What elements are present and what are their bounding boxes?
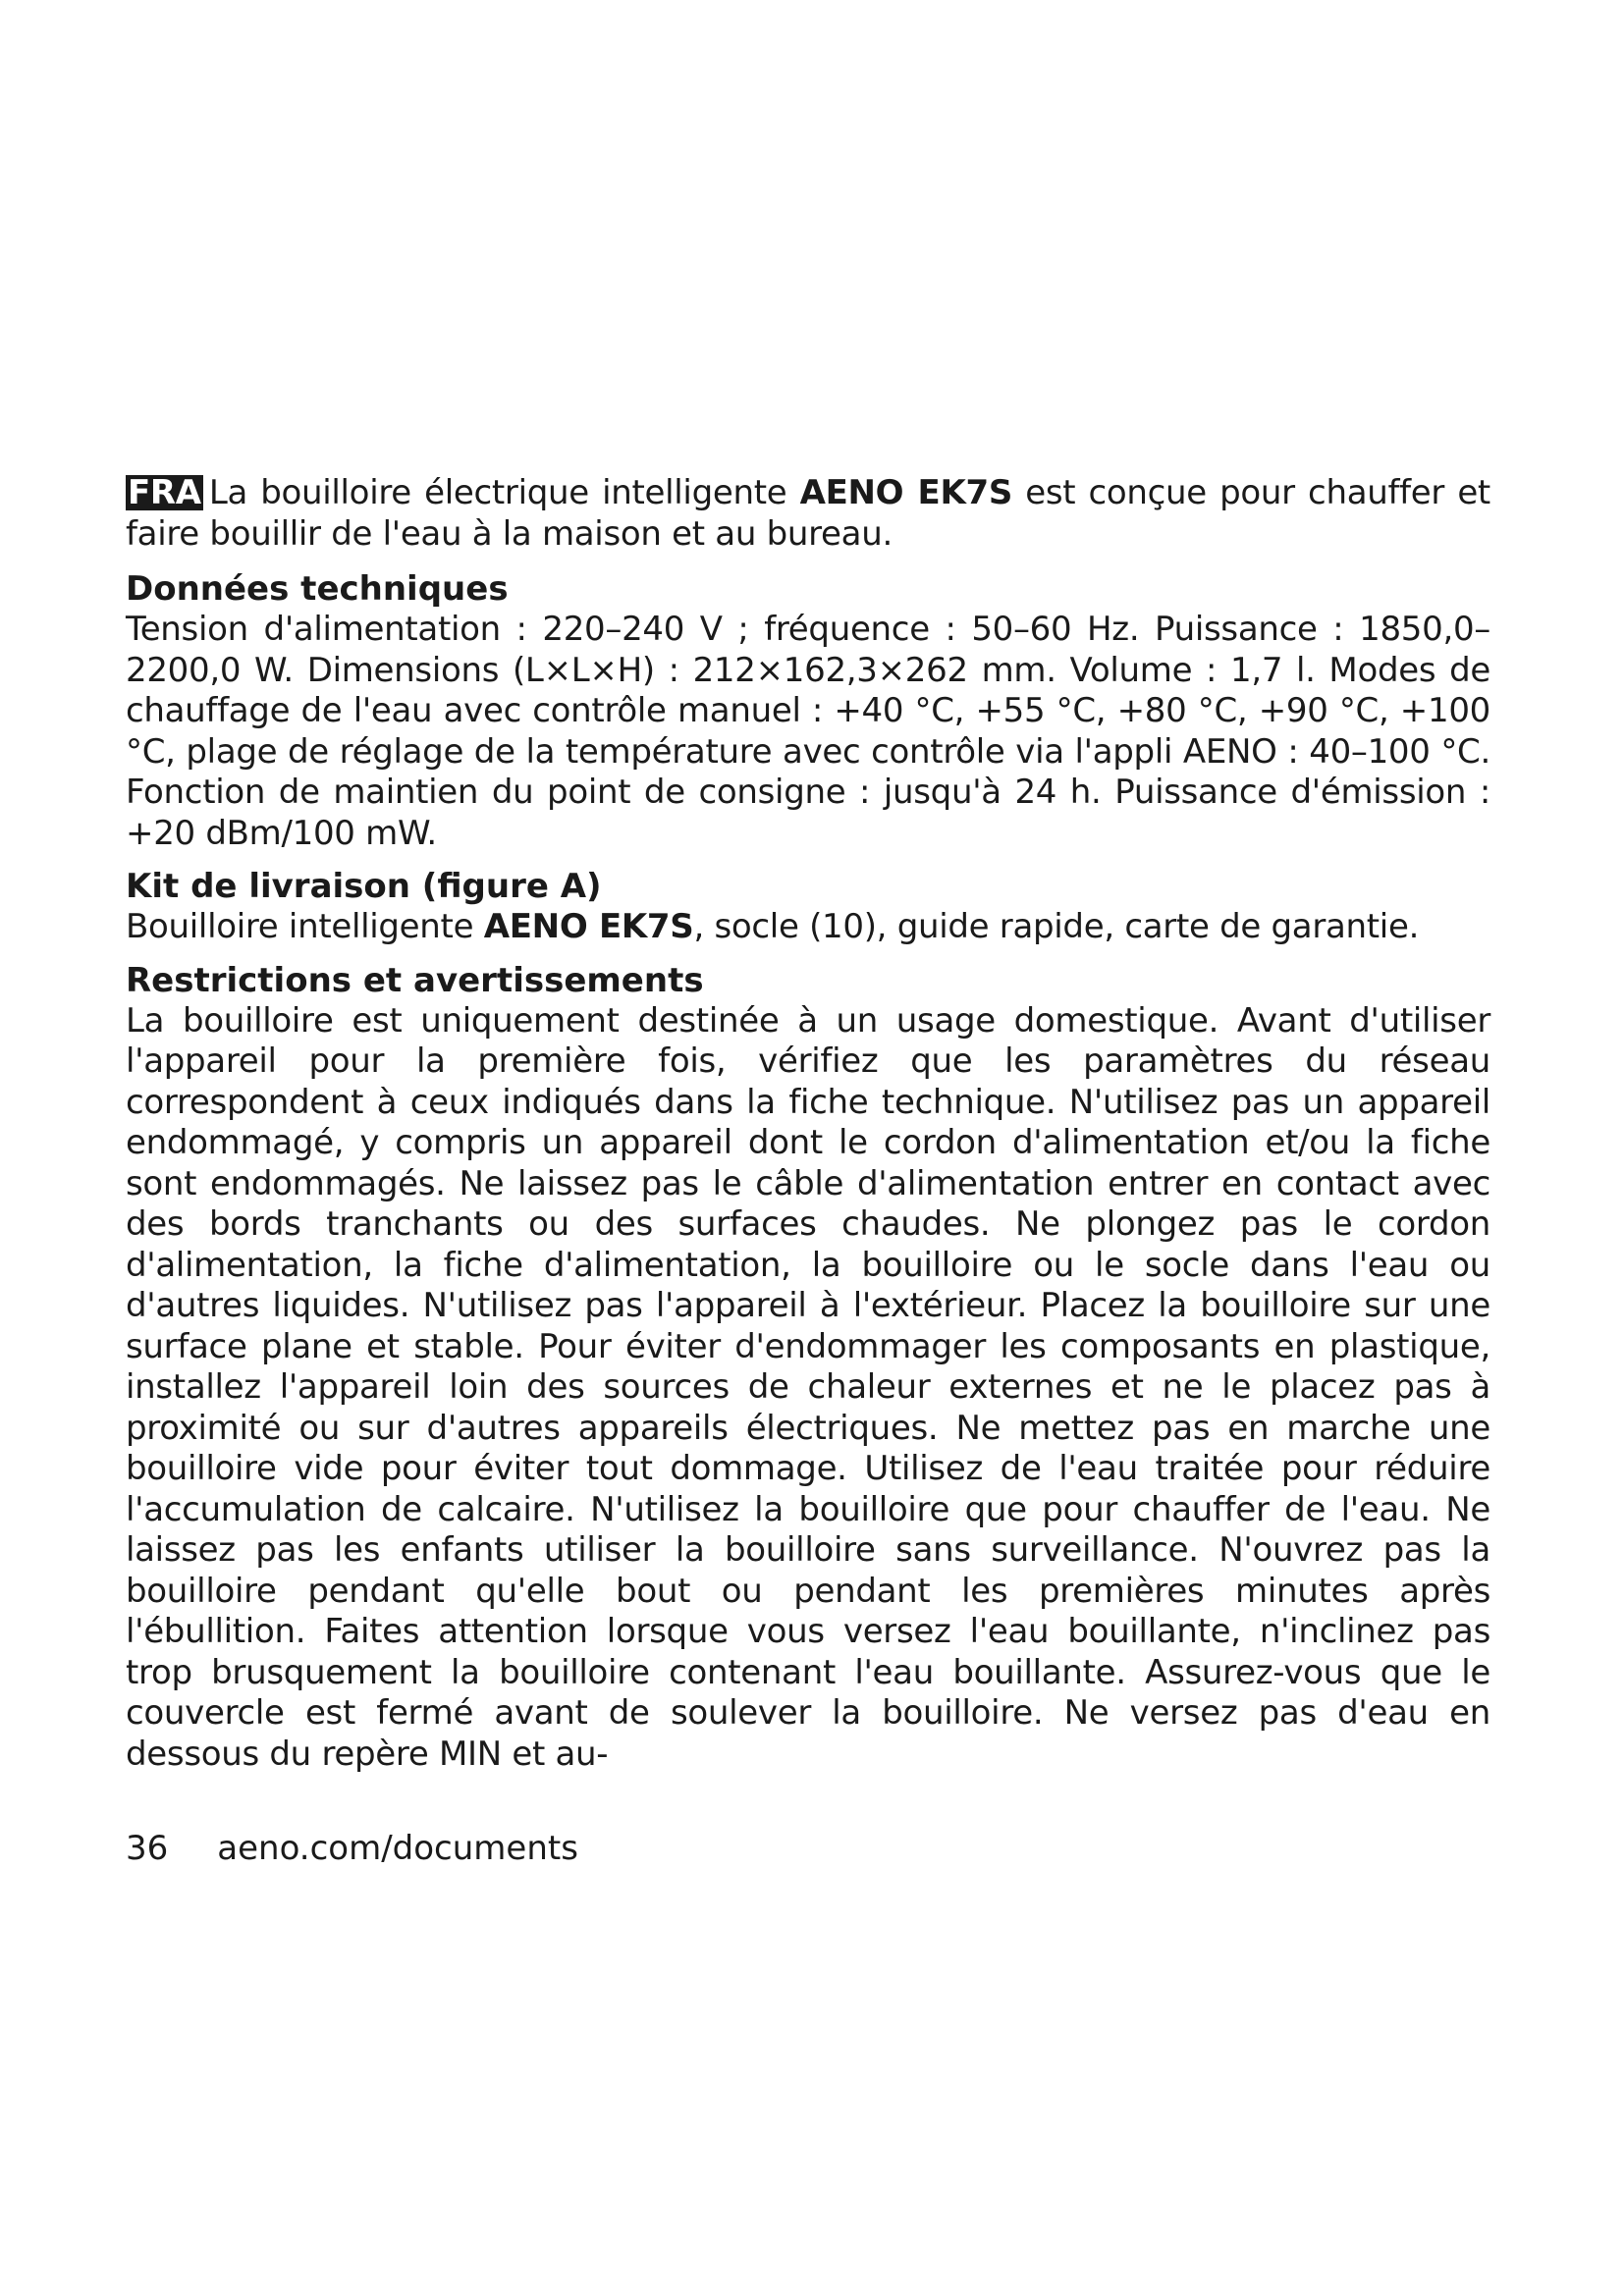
kit-text-after: , socle (10), guide rapide, carte de garantie. [693, 907, 1420, 946]
delivery-kit-section [126, 866, 1490, 948]
restrictions-heading: Restrictions et avertissements [126, 960, 704, 1000]
footer-url: aeno.com/documents [217, 1829, 578, 1868]
kit-text-before: Bouilloire intelligente [126, 907, 484, 946]
language-badge: FRA [128, 473, 201, 512]
intro-product-name: AENO EK7S [799, 473, 1013, 512]
delivery-kit-heading: Kit de livraison (figure A) [126, 867, 602, 906]
kit-product-name: AENO EK7S [483, 907, 694, 946]
page-footer [126, 1828, 578, 1869]
restrictions-text: La bouilloire est uniquement destinée à un usage domestique. Avant d'utiliser l'appareil pour la première fois, vérifiez que les paramètres du réseau correspondent à ceux indiqués dans la fiche technique. N'utilisez pas un appareil endommagé, y compris un appareil dont le cordon d'alimentation et/ou la fiche sont endommagés. Ne laissez pas le câble d'alimentation entrer en contact avec des bords tranchants ou des surfaces chaudes. Ne plongez pas le cordon d'alimentation, la fiche d'alimentation, la bouilloire ou le socle dans l'eau ou d'autres liquides. N'utilisez pas l'appareil à l'extérieur. Placez la bouilloire sur une surface plane et stable. Pour éviter d'endommager les composants en plastique, installez l'appareil loin des sources de chaleur externes et ne le placez pas à proximité ou sur d'autres appareils électriques. Ne mettez pas en marche une bouilloire vide pour éviter tout dommage. Utilisez de l'eau traitée pour réduire l'accumulation de calcaire. N'utilisez la bouilloire que pour chauffer de l'eau. Ne laissez pas les enfants utiliser la bouilloire sans surveillance. N'ouvrez pas la bouilloire pendant qu'elle bout ou pendant les premières minutes après l'ébullition. Faites attention lorsque vous versez l'eau bouillante, n'inclinez pas trop brusquement la bouilloire contenant l'eau bouillante. Assurez-vous que le couvercle est fermé avant de soulever la bouilloire. Ne versez pas d'eau en dessous du repère MIN et au- [126, 1000, 1490, 1774]
intro-text-before: La bouilloire électrique intelligente [208, 473, 800, 512]
delivery-kit-text [126, 907, 1490, 948]
technical-data-heading: Données techniques [126, 569, 509, 609]
intro-text-after: est conçue pour chauffer et faire bouillir de l'eau à la maison et au bureau. [126, 473, 1490, 554]
document-body [126, 473, 1490, 1787]
technical-data-text: Tension d'alimentation : 220–240 V ; fréquence : 50–60 Hz. Puissance : 1850,0–2200,0 W. Dimensions (L×L×H) : 212×162,3×262 mm. Volume : 1,7 l. Modes de chauffage de l'eau avec contrôle manuel : +40 °C, +55 °C, +80 °C, +90 °C, +100 °C, plage de réglage de la température avec contrôle via l'appli AENO : 40–100 °C. Fonction de maintien du point de consigne : jusqu'à 24 h. Puissance d'émission : +20 dBm/100 mW. [126, 610, 1490, 853]
page-number: 36 [126, 1829, 169, 1868]
intro-paragraph [126, 473, 1490, 555]
restrictions-section [126, 960, 1490, 1776]
technical-data-section [126, 568, 1490, 854]
